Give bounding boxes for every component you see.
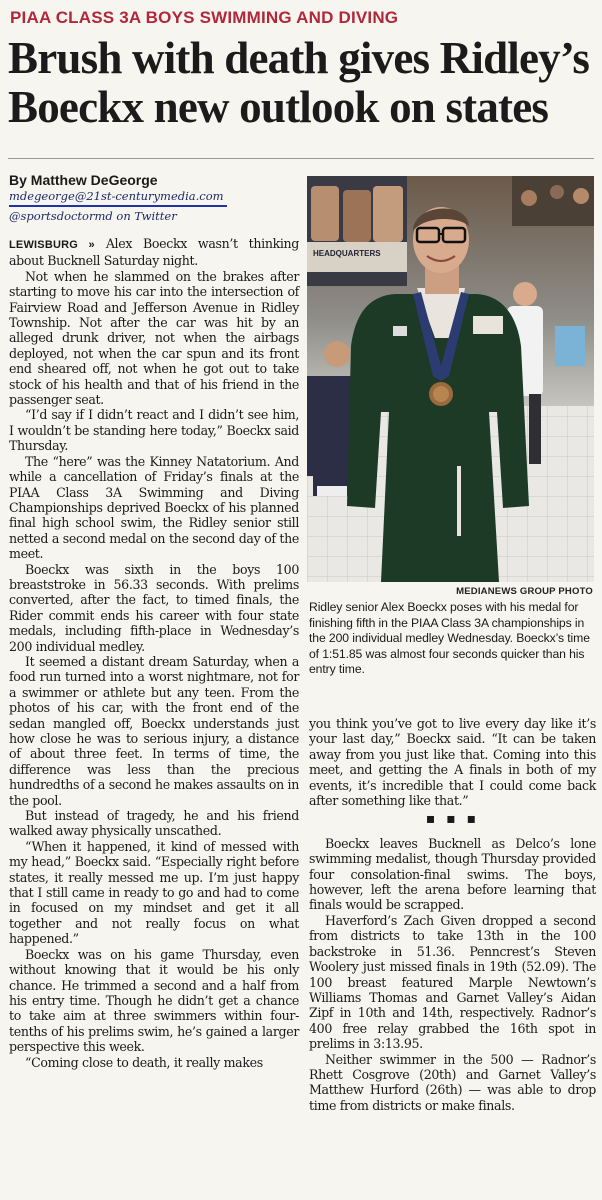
banner-text: HEADQUARTERS [313, 249, 381, 258]
paragraph: Not when he slammed on the brakes after starting to move his car into the intersection of Fairview Road and Jefferson Avenue in Ridley Township. Not after the car was hit by an alleged drunk driver, not when the airbags deployed, not when the car spun and its front end sheared off, not when he got out to take stock of his health and that of his friend in the passenger seat. [9, 268, 299, 408]
paragraph: The “here” was the Kinney Natatorium. And while a cancellation of Friday’s finals at the PIAA Class 3A Swimming and Diving Championships deprived Boeckx of his planned final high school swim, the Ridley senior still netted a second medal on the second day of the meet. [9, 453, 299, 562]
paragraph: It seemed a distant dream Saturday, when a food run turned into a worst nightmare, not for a swimmer or athlete but any teen. From the photos of his car, with the front end of the sedan mangled off, Boeckx understands just how close he was to serious injury, a distance of about three feet. In terms of time, the difference was less than the precious hundredths of a second he makes assaults on in the pool. [9, 653, 299, 808]
photo-caption: Ridley senior Alex Boeckx poses with his medal for finishing fifth in the PIAA Class 3A championships in the 200 individual medley Wednesday. Boeckx’s time of 1:51.85 was almost four seconds quicker than his entry time. [309, 600, 590, 676]
author-email: mdegeorge@21st-centurymedia.com [9, 189, 224, 203]
email-underline [9, 205, 227, 207]
paragraph: you think you’ve got to live every day like it’s your last day,” Boeckx said. “It can be taken away from you just like that. Coming into this meet, and getting the A finals in both of my events, it’s incredible that I could come back after something like that.” [309, 716, 596, 809]
paragraph: “When it happened, it kind of messed with my head,” Boeckx said. “Especially right before states, it really messed me up. I’m just happy that I still came in ready to go and had to come in focused on my mindset and get it all together and not really focus on what happened.” [9, 838, 299, 947]
article-photo [307, 176, 594, 582]
paragraph: “I’d say if I didn’t react and I didn’t see him, I wouldn’t be standing here today,” Boeckx said Thursday. [9, 407, 299, 454]
paragraph: “Coming close to death, it really makes [25, 1054, 263, 1070]
photo-credit: MEDIANEWS GROUP PHOTO [456, 586, 593, 597]
article-column-left [9, 236, 299, 1070]
section-divider: ▪ ▪ ▪ [425, 811, 480, 828]
swimmer-photo-illustration [307, 176, 594, 582]
byline-block [9, 172, 309, 224]
author-twitter: @sportsdoctormd on Twitter [9, 209, 177, 223]
paragraph-lead-text: Alex Boeckx wasn’t thinking about Bucknell Saturday night. [9, 236, 300, 269]
paragraph: Neither swimmer in the 500 — Radnor’s Rhett Cosgrove (20th) and Garnet Valley’s Matthew Hurford (26th) — was able to drop time from districts or make finals. [309, 1051, 596, 1113]
headline-rule [8, 158, 594, 159]
paragraph: Haverford’s Zach Given dropped a second from districts to take 13th in the 100 backstroke in 51.36. Penncrest’s Steven Woolery just missed finals in 19th (52.09). The 100 breast featured Marple Newtown’s Williams Thomas and Garnet Valley’s Aidan Zipf in 10th and 14th, respectively. Radnor’s 400 free relay grabbed the 16th spot in prelims in 3:13.95. [309, 912, 596, 1052]
section-kicker: PIAA CLASS 3A BOYS SWIMMING AND DIVING [10, 8, 399, 27]
article-column-right [309, 716, 596, 1113]
paragraph: But instead of tragedy, he and his friend walked away physically unscathed. [9, 808, 299, 839]
author-byline: By Matthew DeGeorge [9, 172, 158, 188]
dateline: LEWISBURG » [9, 239, 95, 251]
paragraph-lead [9, 236, 299, 269]
headline: Brush with death gives Ridley’s Boeckx new outlook on states [8, 33, 590, 132]
paragraph: Boeckx was on his game Thursday, even without knowing that it would be his only chance. He trimmed a second and a half from his entry time. Though he didn’t get a chance to take aim at three swimmers within four-tenths of his prelims swim, he’s gained a larger perspective this week. [9, 946, 299, 1055]
paragraph: Boeckx leaves Bucknell as Delco’s lone swimming medalist, though Thursday provided four consolation-final swims. The boys, however, left the arena before learning that finals would be scrapped. [309, 835, 596, 913]
paragraph: Boeckx was sixth in the boys 100 breaststroke in 56.33 seconds. With prelims converted, after the fact, to timed finals, the Rider commit ends his career with four state medals, including fifth-place in Wednesday’s 200 individual medley. [9, 561, 299, 654]
